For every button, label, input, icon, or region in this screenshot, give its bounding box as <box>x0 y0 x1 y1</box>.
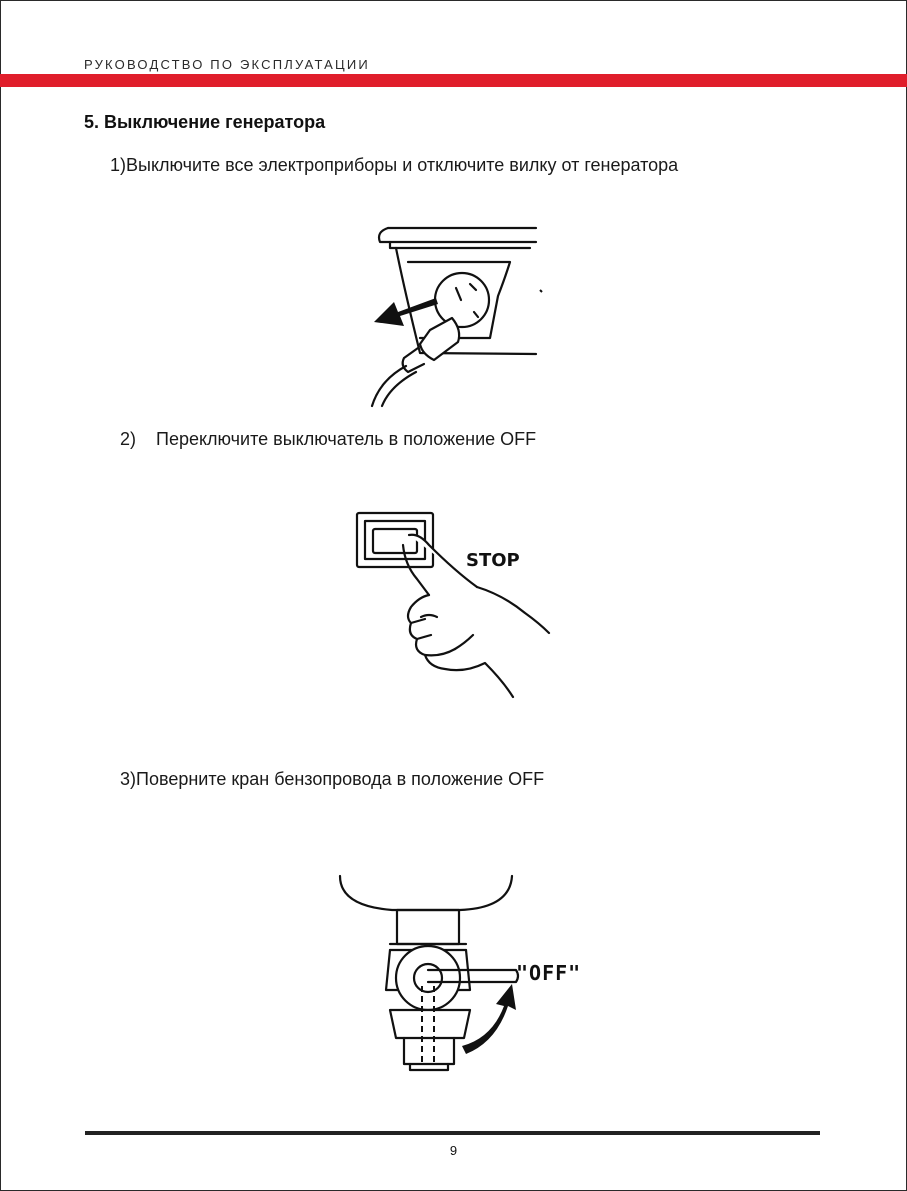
step-3-text: 3)Поверните кран бензопровода в положение OFF <box>120 769 545 789</box>
fuel-valve-illustration <box>330 870 590 1080</box>
switch-press-illustration <box>345 505 555 705</box>
header-red-band <box>0 74 907 87</box>
page-number: 9 <box>449 1143 458 1158</box>
stop-label: STOP <box>466 550 520 571</box>
footer-rule <box>85 1131 820 1135</box>
manual-header: РУКОВОДСТВО ПО ЭКСПЛУАТАЦИИ <box>84 57 370 72</box>
off-label: "OFF" <box>516 961 582 985</box>
step-2-text: 2) Переключите выключатель в положение OFF <box>120 429 537 449</box>
step-1-text: 1)Выключите все электроприборы и отключите вилку от генератора <box>110 155 679 175</box>
section-title: 5. Выключение генератора <box>84 112 326 132</box>
unplug-cord-illustration <box>360 218 550 408</box>
